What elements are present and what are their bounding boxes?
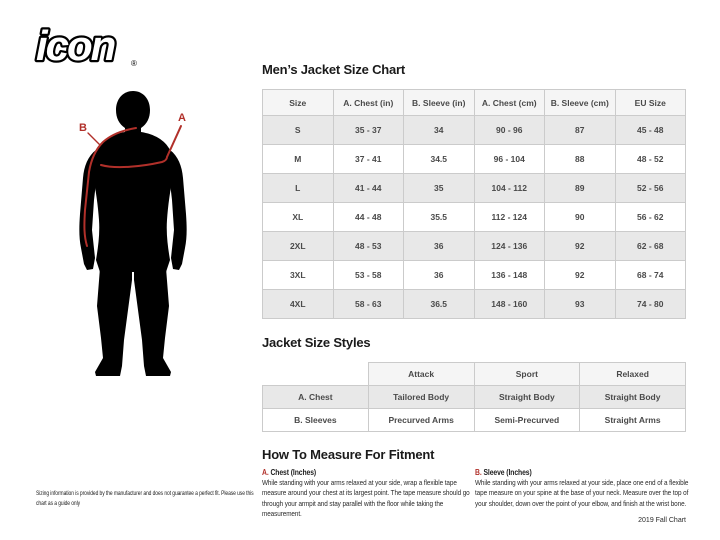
body-silhouette	[70, 88, 200, 380]
silhouette-right-leg	[134, 268, 171, 376]
column-header: Attack	[368, 363, 474, 386]
column-header: Size	[263, 90, 334, 116]
table-cell: 90	[545, 203, 616, 232]
table-row	[263, 290, 686, 319]
measure-item-sleeve	[475, 468, 689, 509]
column-header: Sport	[474, 363, 580, 386]
silhouette-shapes	[79, 91, 186, 376]
table-cell: Straight Arms	[580, 409, 686, 432]
table-cell: 36	[404, 261, 475, 290]
column-header: Relaxed	[580, 363, 686, 386]
table-cell: 104 - 112	[474, 174, 545, 203]
column-header: A. Chest (cm)	[474, 90, 545, 116]
table-cell: 68 - 74	[615, 261, 686, 290]
table-cell: 112 - 124	[474, 203, 545, 232]
table-cell: 62 - 68	[615, 232, 686, 261]
label-a: A	[178, 112, 186, 124]
table-cell: 35	[404, 174, 475, 203]
table-row	[263, 174, 686, 203]
table-cell: 136 - 148	[474, 261, 545, 290]
table-cell: 74 - 80	[615, 290, 686, 319]
label-b-leader-line	[88, 133, 100, 145]
measure-item-chest	[262, 468, 476, 519]
column-header: B. Sleeve (in)	[404, 90, 475, 116]
column-header	[263, 363, 369, 386]
row-header: M	[263, 145, 334, 174]
table-cell: 37 - 41	[333, 145, 404, 174]
table-cell: 36	[404, 232, 475, 261]
table-cell: 52 - 56	[615, 174, 686, 203]
size-chart-title: Men’s Jacket Size Chart	[262, 62, 406, 77]
table-cell: Straight Body	[580, 386, 686, 409]
column-header: A. Chest (in)	[333, 90, 404, 116]
header-row	[263, 363, 686, 386]
table-cell: 89	[545, 174, 616, 203]
table-cell: Semi-Precurved	[474, 409, 580, 432]
table-cell: 48 - 53	[333, 232, 404, 261]
table-row	[263, 409, 686, 432]
table-cell: 45 - 48	[615, 116, 686, 145]
measure-chest-text: While standing with your arms relaxed at your side, wrap a flexible tape measure around your chest at its largest point. The tape measure should go through your armpit and stay parallel with the floor while taking the measurement.	[262, 478, 470, 518]
measure-sleeve-label	[475, 468, 689, 477]
table-cell: 48 - 52	[615, 145, 686, 174]
label-b: B	[79, 122, 87, 134]
table-row	[263, 261, 686, 290]
measurement-figure	[70, 88, 200, 380]
row-header: 3XL	[263, 261, 334, 290]
registered-mark: ®	[131, 59, 137, 68]
table-row	[263, 145, 686, 174]
silhouette-right-arm	[166, 150, 187, 270]
table-cell: 88	[545, 145, 616, 174]
row-header: 4XL	[263, 290, 334, 319]
table-cell: 90 - 96	[474, 116, 545, 145]
table-cell: Straight Body	[474, 386, 580, 409]
chart-version: 2019 Fall Chart	[638, 517, 686, 524]
column-header: EU Size	[615, 90, 686, 116]
measure-instructions	[262, 468, 689, 538]
table-row	[263, 203, 686, 232]
logo-text: icon	[36, 22, 115, 69]
brand-logo	[34, 22, 159, 77]
table-cell: 92	[545, 261, 616, 290]
table-row	[263, 232, 686, 261]
row-header: A. Chest	[263, 386, 369, 409]
measure-chest-label-text: Chest (Inches)	[270, 468, 317, 477]
table-cell: 93	[545, 290, 616, 319]
header-row	[263, 90, 686, 116]
table-cell: 124 - 136	[474, 232, 545, 261]
table-cell: 96 - 104	[474, 145, 545, 174]
row-header: S	[263, 116, 334, 145]
table-cell: Precurved Arms	[368, 409, 474, 432]
table-cell: 36.5	[404, 290, 475, 319]
row-header: B. Sleeves	[263, 409, 369, 432]
row-header: 2XL	[263, 232, 334, 261]
silhouette-left-leg	[95, 268, 132, 376]
table-cell: 148 - 160	[474, 290, 545, 319]
table-cell: 56 - 62	[615, 203, 686, 232]
table-cell: 34	[404, 116, 475, 145]
row-header: L	[263, 174, 334, 203]
table-cell: 34.5	[404, 145, 475, 174]
styles-chart-title: Jacket Size Styles	[262, 335, 371, 350]
content-column	[262, 62, 689, 538]
table-row	[263, 386, 686, 409]
table-cell: 92	[545, 232, 616, 261]
row-header: XL	[263, 203, 334, 232]
table-row	[263, 116, 686, 145]
measure-sleeve-letter: B.	[475, 468, 482, 477]
measure-sleeve-label-text: Sleeve (Inches)	[483, 468, 532, 477]
table-cell: 58 - 63	[333, 290, 404, 319]
measure-title: How To Measure For Fitment	[262, 447, 435, 462]
sizing-disclaimer: Sizing information is provided by the manufacturer and does not guarantee a perfect fit. Please use this chart as a guide only	[36, 490, 254, 507]
table-cell: 35 - 37	[333, 116, 404, 145]
measure-sleeve-text: While standing with your arms relaxed at your side, place one end of a flexible tape measure on your spine at the base of your neck. Measure over the top of your shoulder, down over the point of your elbow, and finish at the wrist bone.	[475, 478, 689, 508]
styles-chart-table	[262, 362, 686, 432]
table-cell: Tailored Body	[368, 386, 474, 409]
table-cell: 87	[545, 116, 616, 145]
table-cell: 35.5	[404, 203, 475, 232]
measure-chest-label	[262, 468, 476, 477]
table-cell: 44 - 48	[333, 203, 404, 232]
table-cell: 41 - 44	[333, 174, 404, 203]
measure-chest-letter: A.	[262, 468, 269, 477]
size-chart-table	[262, 89, 686, 319]
column-header: B. Sleeve (cm)	[545, 90, 616, 116]
table-cell: 53 - 58	[333, 261, 404, 290]
icon-logo-graphic	[34, 22, 159, 72]
silhouette-torso	[92, 132, 174, 272]
